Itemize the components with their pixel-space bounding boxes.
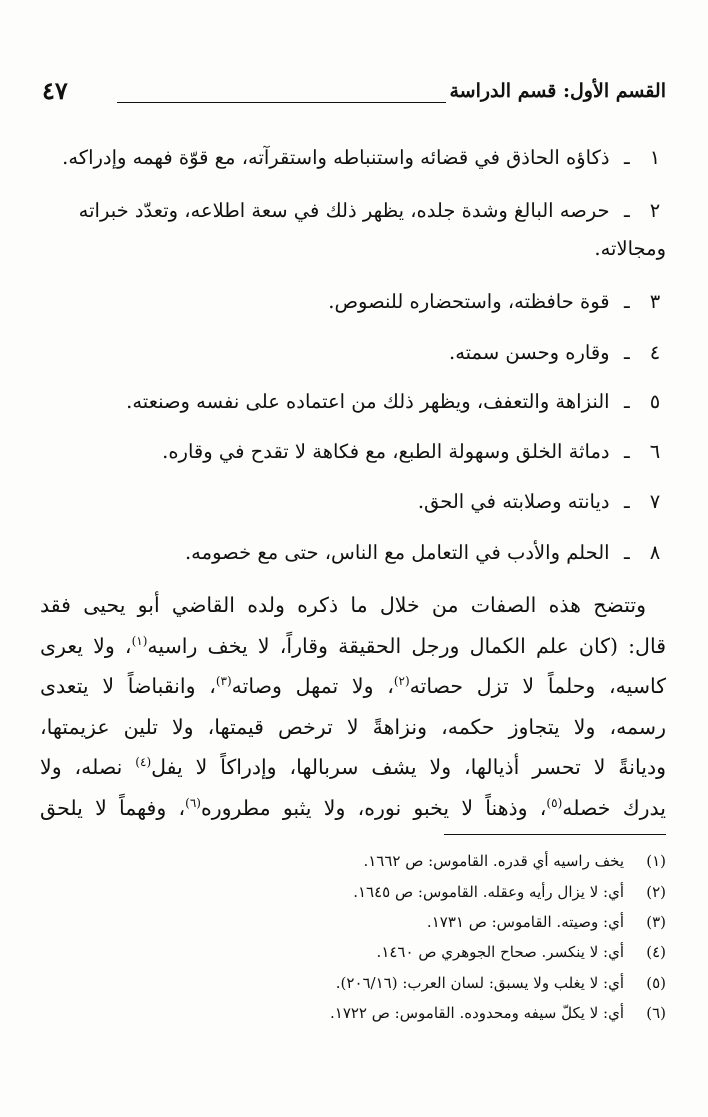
footnote bbox=[40, 907, 666, 937]
footnote-text: يخف راسيه أي قدره. القاموس: ص ١٦٦٢. bbox=[363, 852, 624, 870]
footnote-ref[interactable]: (٥) bbox=[546, 795, 563, 810]
paragraph-line: يدرك خصله$^{(٥)}$، وذهناً لا يخبو نوره، ولا يثبو مطروره$^{(٦)}$، وفهماً لا يلحق bbox=[40, 795, 666, 820]
footnote-text: أي: لا يزال رأيه وعقله. القاموس: ص ١٦٤٥. bbox=[353, 883, 624, 901]
footnote bbox=[40, 846, 666, 876]
list-item bbox=[40, 533, 666, 573]
list-text: ذكاؤه الحاذق في قضائه واستنباطه واستقرآته، مع قوّة فهمه وإدراكه. bbox=[62, 146, 610, 169]
footnote-ref[interactable]: (٦) bbox=[185, 795, 201, 810]
paragraph-line: رسمه، ولا يتجاوز حكمه، ونزاهةً لا ترخص قيمتها، ولا تلين عزيمتها، bbox=[40, 714, 666, 739]
paragraph-line: كاسيه، وحلماً لا تزل حصاته$^{(٢)}$، ولا تمهل وصاته$^{(٣)}$، وانقباضاً لا يتعدى bbox=[40, 674, 667, 698]
list-dash: ـ bbox=[623, 199, 630, 222]
list-item bbox=[40, 138, 666, 178]
footnote-number: (٢) bbox=[646, 883, 666, 901]
list-dash: ـ bbox=[623, 490, 630, 513]
paragraph-line: وتتضح هذه الصفات من خلال ما ذكره ولده القاضي أبو يحيى فقد bbox=[40, 593, 646, 617]
paragraph-line: وديانةً لا تحسر أذيالها، ولا يشف سربالها، وإدراكاً لا يفل$^{(٤)}$ نصله، ولا bbox=[40, 755, 666, 779]
list-text: الحلم والأدب في التعامل مع الناس، حتى مع خصومه. bbox=[184, 541, 610, 564]
list-number: ٧ bbox=[649, 490, 661, 513]
body-paragraph bbox=[40, 585, 666, 828]
list-dash: ـ bbox=[623, 541, 630, 564]
page-number: ٤٧ bbox=[42, 76, 68, 105]
footnote-text: أي: لا ينكسر. صحاح الجوهري ص ١٤٦٠. bbox=[376, 943, 624, 961]
footnote-number: (٥) bbox=[646, 974, 666, 992]
list-number: ٣ bbox=[649, 290, 661, 313]
footnote bbox=[40, 877, 666, 907]
list-item-continuation bbox=[40, 229, 666, 269]
footnote-number: (٤) bbox=[646, 943, 666, 961]
footnote-ref[interactable]: (١) bbox=[131, 633, 148, 648]
footnote bbox=[40, 998, 666, 1028]
footnote-text: أي: وصيته. القاموس: ص ١٧٣١. bbox=[426, 913, 624, 931]
list-number: ٦ bbox=[649, 440, 661, 463]
list-number: ٨ bbox=[649, 541, 661, 564]
list-text: ديانته وصلابته في الحق. bbox=[417, 490, 610, 513]
list-item bbox=[40, 191, 666, 231]
header-rule bbox=[117, 102, 446, 103]
list-dash: ـ bbox=[623, 290, 630, 313]
list-text: حرصه البالغ وشدة جلده، يظهر ذلك في سعة اطلاعه، وتعدّد خبراته bbox=[78, 199, 610, 222]
footnote-number: (١) bbox=[646, 852, 666, 870]
list-dash: ـ bbox=[623, 390, 630, 413]
list-item bbox=[40, 333, 666, 373]
list-dash: ـ bbox=[623, 341, 630, 364]
footnote-number: (٦) bbox=[646, 1004, 666, 1022]
list-text: ومجالاته. bbox=[594, 237, 666, 260]
running-header bbox=[42, 76, 666, 112]
list-item bbox=[40, 482, 666, 522]
section-title: القسم الأول: قسم الدراسة bbox=[449, 80, 666, 102]
footnote bbox=[40, 937, 666, 967]
footnote-ref[interactable]: (٣) bbox=[215, 674, 232, 689]
footnote-separator bbox=[444, 834, 666, 835]
list-number: ٤ bbox=[649, 341, 661, 364]
footnote-number: (٣) bbox=[646, 913, 666, 931]
list-number: ٢ bbox=[649, 199, 661, 222]
list-item bbox=[40, 382, 666, 422]
list-number: ٥ bbox=[649, 390, 661, 413]
list-dash: ـ bbox=[623, 440, 630, 463]
footnote-text: أي: لا يغلب ولا يسبق: لسان العرب: (٢٠٦/١٦). bbox=[335, 974, 624, 992]
list-item bbox=[40, 282, 666, 322]
list-text: النزاهة والتعفف، ويظهر ذلك من اعتماده على نفسه وصنعته. bbox=[126, 390, 610, 413]
list-number: ١ bbox=[649, 146, 661, 169]
list-text: قوة حافظته، واستحضاره للنصوص. bbox=[328, 290, 610, 313]
footnote bbox=[40, 968, 666, 998]
list-text: وقاره وحسن سمته. bbox=[449, 341, 610, 364]
footnote-text: أي: لا يكلّ سيفه ومحدوده. القاموس: ص ١٧٢٢. bbox=[329, 1004, 624, 1022]
footnote-ref[interactable]: (٤) bbox=[135, 755, 152, 770]
list-dash: ـ bbox=[623, 146, 630, 169]
paragraph-line: قال: (كان علم الكمال ورجل الحقيقة وقاراً، لا يخف راسيه$^{(١)}$، ولا يعرى bbox=[40, 633, 667, 658]
list-item bbox=[40, 432, 666, 472]
list-text: دماثة الخلق وسهولة الطبع، مع فكاهة لا تقدح في وقاره. bbox=[162, 440, 610, 463]
footnote-ref[interactable]: (٢) bbox=[393, 674, 410, 689]
